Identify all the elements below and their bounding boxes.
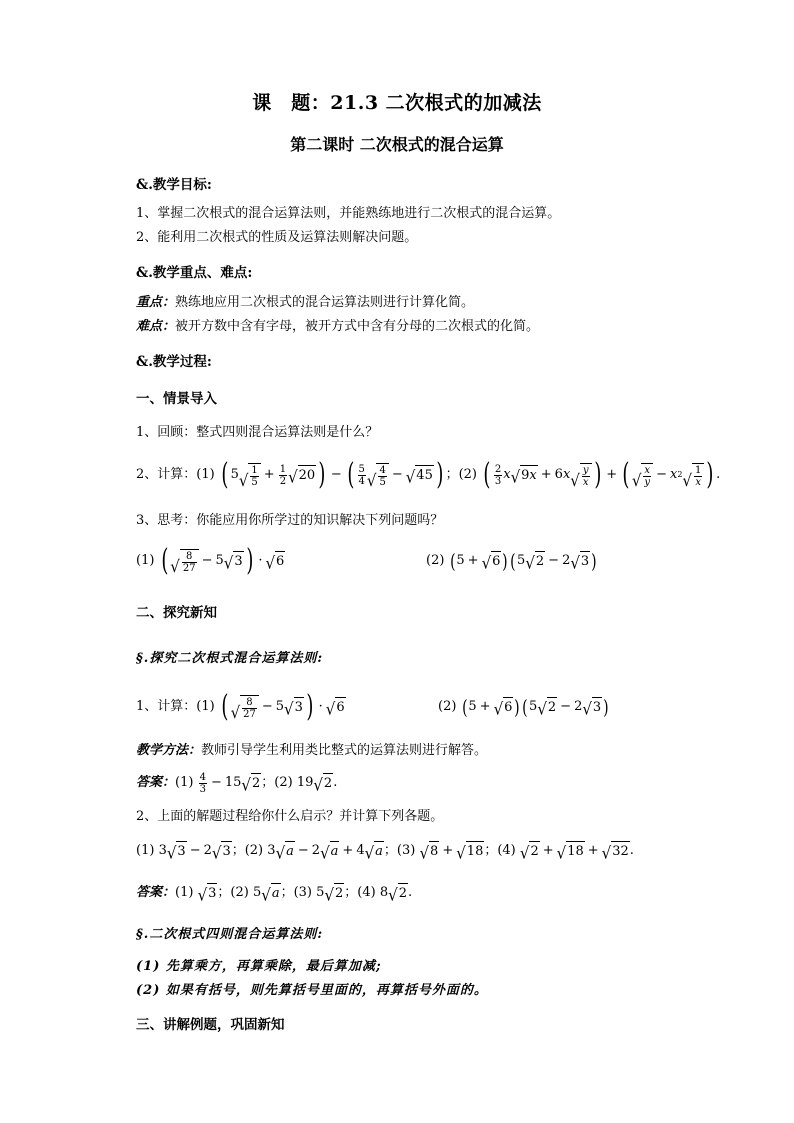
calc1-label: 1、计算： [136,699,197,714]
think-question: 3、思考：你能应用你所学过的知识解决下列问题吗？ [136,513,444,528]
focus-line [136,294,474,312]
objectives-heading: &.教学目标: [136,177,212,193]
formula-exercises: (1) 3 √ 3 − 2 √ 3 ；(2) 3 √ a − 2 √ a + 4 √ a ；(3) √ 8 + √ 18 ；(4) √ 2 + √ 18 + √ 32 . [136,843,634,864]
formula-explore-2: (2) ( 5 + √ 6 ) ( 5 √ 2 − 2 √ 3 ) [438,695,609,720]
calc1-line [136,690,346,724]
formula-answer-2: (1) √ 3 ；(2) 5 √ a ；(3) 5 √ 2 ；(4) 8 √ 2 . [175,885,413,906]
answer-2-line [136,880,412,906]
section-1-heading: 一、情景导入 [136,391,217,407]
section-3-heading: 三、讲解例题，巩固新知 [136,1017,285,1033]
question-2: 2、上面的解题过程给你什么启示？并计算下列各题。 [136,809,444,824]
explore-heading: §.探究二次根式混合运算法则: [136,651,324,666]
exercises-line [136,838,634,864]
rule-1: (1) 先算乘方，再算乘除，最后算加减; [136,959,382,974]
calc1-formula-2-line [438,694,610,720]
process-heading: &.教学过程: [136,354,212,370]
method-label: 教学方法： [136,743,202,758]
difficulty-text: 被开方数中含有字母，被开方式中含有分母的二次根式的化简。 [175,319,540,334]
page-title: 课 题：21.3 二次根式的加减法 [252,92,542,114]
section-2-heading: 二、探究新知 [136,605,217,621]
difficulty-label: 难点： [136,319,176,334]
answer-2-label: 答案： [136,885,176,900]
keypoints-heading: &.教学重点、难点: [136,265,253,281]
method-line [136,742,487,760]
focus-text: 熟练地应用二次根式的混合运算法则进行计算化简。 [175,295,475,310]
calc-intro-line [136,458,720,492]
formula-calc-2: (2) ( $\frac{2}{3}$ x √ 9 x + 6 x √ $\frac{y}{x}$ ) + ( √ $\frac{x}{y}$ − x 2 √ $\frac{1}{x}$ ) . [458,457,721,492]
rule-2: (2) 如果有括号，则先算括号里面的，再算括号外面的。 [136,983,488,998]
answer-1-line [136,768,337,798]
page-subtitle: 第二课时 二次根式的混合运算 [290,135,504,154]
method-text: 教师引导学生利用类比整式的运算法则进行解答。 [201,743,488,758]
calc-label: 2、计算： [136,467,197,482]
formula-calc-1: (1) ( 5 √ $\frac{1}{5}$ + $\frac{1}{2}$ √ 20 ) − ( $\frac{5}{4}$ √ $\frac{4}{5}$ − √ 45 ) ； [196,457,459,492]
think-formula-2-line [426,548,598,574]
focus-label: 重点： [136,295,176,310]
objective-item-2: 2、能利用二次根式的性质及运算法则解决问题。 [136,230,418,245]
difficulty-line [136,318,539,336]
formula-think-1: (1) ( √ $\frac{8}{27}$ − 5 √ 3 ) · √ 6 [136,543,285,578]
formula-explore-1: (1) ( √ $\frac{8}{27}$ − 5 √ 3 ) · √ 6 [196,689,345,724]
formula-answer-1: (1) $\frac{4}{3}$ − 15 √ 2 ；(2) 19 √ 2 . [175,771,338,796]
rules-heading: §.二次根式四则混合运算法则: [136,927,324,942]
formula-think-2: (2) ( 5 + √ 6 ) ( 5 √ 2 − 2 √ 3 ) [426,549,597,574]
objective-item-1: 1、掌握二次根式的混合运算法则，并能熟练地进行二次根式的混合运算。 [136,206,561,221]
review-question: 1、回顾：整式四则混合运算法则是什么？ [136,425,379,440]
answer-1-label: 答案： [136,775,176,790]
